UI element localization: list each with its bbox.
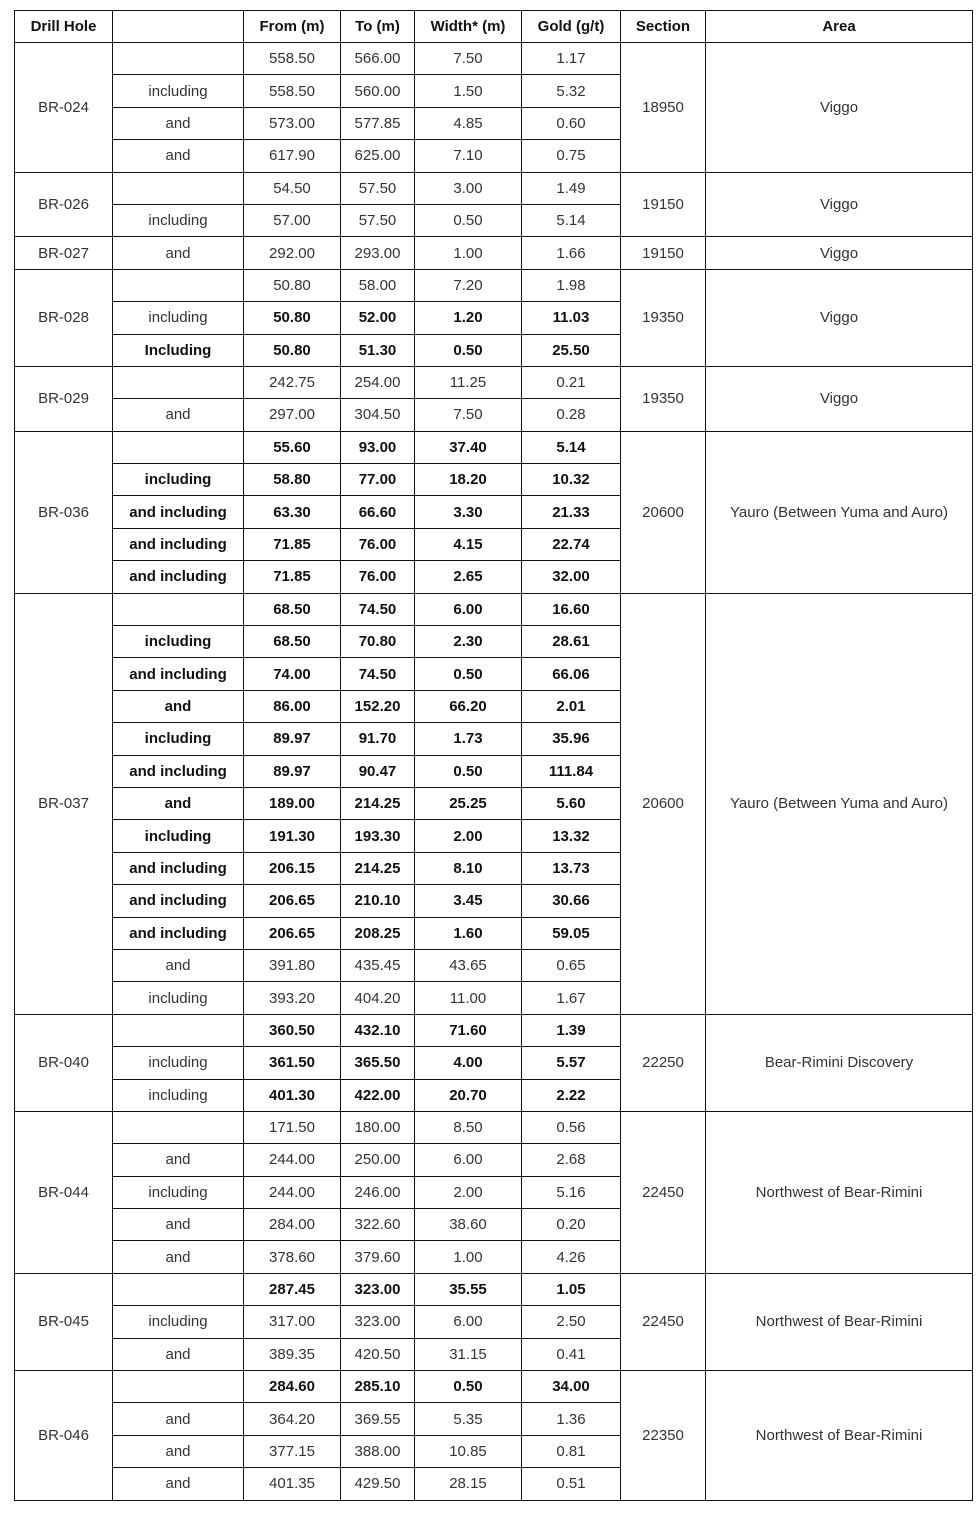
section-cell: 18950 <box>621 43 706 173</box>
from-cell: 206.65 <box>244 885 341 917</box>
qualifier-cell: and including <box>113 561 244 593</box>
drill-results-table <box>14 10 973 1501</box>
qualifier-cell: including <box>113 464 244 496</box>
area-cell: Northwest of Bear-Rimini <box>706 1371 973 1501</box>
qualifier-cell: and <box>113 949 244 981</box>
table-row <box>15 269 973 301</box>
qualifier-cell <box>113 1014 244 1046</box>
from-cell: 55.60 <box>244 431 341 463</box>
qualifier-cell: and including <box>113 885 244 917</box>
width-cell: 11.25 <box>415 366 522 398</box>
gold-cell: 111.84 <box>522 755 621 787</box>
gold-cell: 66.06 <box>522 658 621 690</box>
qualifier-cell: and <box>113 1468 244 1500</box>
gold-cell: 4.26 <box>522 1241 621 1273</box>
width-cell: 2.00 <box>415 820 522 852</box>
gold-cell: 34.00 <box>522 1371 621 1403</box>
area-cell: Viggo <box>706 366 973 431</box>
qualifier-cell: and <box>113 140 244 172</box>
to-cell: 76.00 <box>341 528 415 560</box>
table-row <box>15 1111 973 1143</box>
width-cell: 43.65 <box>415 949 522 981</box>
from-cell: 389.35 <box>244 1338 341 1370</box>
to-cell: 404.20 <box>341 982 415 1014</box>
to-cell: 214.25 <box>341 787 415 819</box>
width-cell: 7.20 <box>415 269 522 301</box>
to-cell: 74.50 <box>341 593 415 625</box>
width-cell: 3.45 <box>415 885 522 917</box>
section-cell: 22250 <box>621 1014 706 1111</box>
to-cell: 58.00 <box>341 269 415 301</box>
area-cell: Viggo <box>706 237 973 269</box>
width-cell: 28.15 <box>415 1468 522 1500</box>
gold-cell: 1.98 <box>522 269 621 301</box>
header-area: Area <box>706 11 973 43</box>
width-cell: 20.70 <box>415 1079 522 1111</box>
to-cell: 254.00 <box>341 366 415 398</box>
width-cell: 66.20 <box>415 690 522 722</box>
qualifier-cell <box>113 172 244 204</box>
gold-cell: 59.05 <box>522 917 621 949</box>
from-cell: 558.50 <box>244 75 341 107</box>
to-cell: 379.60 <box>341 1241 415 1273</box>
qualifier-cell: and <box>113 1338 244 1370</box>
from-cell: 391.80 <box>244 949 341 981</box>
header-gold: Gold (g/t) <box>522 11 621 43</box>
gold-cell: 16.60 <box>522 593 621 625</box>
qualifier-cell: including <box>113 1306 244 1338</box>
to-cell: 57.50 <box>341 204 415 236</box>
gold-cell: 28.61 <box>522 626 621 658</box>
qualifier-cell: and <box>113 1403 244 1435</box>
qualifier-cell: and including <box>113 658 244 690</box>
width-cell: 0.50 <box>415 204 522 236</box>
gold-cell: 0.41 <box>522 1338 621 1370</box>
to-cell: 250.00 <box>341 1144 415 1176</box>
drill-hole-cell: BR-036 <box>15 431 113 593</box>
area-cell: Northwest of Bear-Rimini <box>706 1273 973 1370</box>
area-cell: Bear-Rimini Discovery <box>706 1014 973 1111</box>
to-cell: 208.25 <box>341 917 415 949</box>
from-cell: 617.90 <box>244 140 341 172</box>
from-cell: 393.20 <box>244 982 341 1014</box>
gold-cell: 13.73 <box>522 852 621 884</box>
to-cell: 323.00 <box>341 1306 415 1338</box>
width-cell: 0.50 <box>415 658 522 690</box>
to-cell: 322.60 <box>341 1209 415 1241</box>
width-cell: 1.00 <box>415 237 522 269</box>
gold-cell: 5.60 <box>522 787 621 819</box>
drill-hole-cell: BR-028 <box>15 269 113 366</box>
to-cell: 577.85 <box>341 107 415 139</box>
area-cell: Viggo <box>706 43 973 173</box>
from-cell: 191.30 <box>244 820 341 852</box>
qualifier-cell: and including <box>113 917 244 949</box>
to-cell: 420.50 <box>341 1338 415 1370</box>
width-cell: 1.00 <box>415 1241 522 1273</box>
to-cell: 70.80 <box>341 626 415 658</box>
from-cell: 50.80 <box>244 302 341 334</box>
qualifier-cell: including <box>113 626 244 658</box>
gold-cell: 1.36 <box>522 1403 621 1435</box>
from-cell: 361.50 <box>244 1047 341 1079</box>
gold-cell: 25.50 <box>522 334 621 366</box>
section-cell: 22350 <box>621 1371 706 1501</box>
qualifier-cell: and <box>113 690 244 722</box>
section-cell: 19350 <box>621 366 706 431</box>
to-cell: 566.00 <box>341 43 415 75</box>
to-cell: 77.00 <box>341 464 415 496</box>
to-cell: 369.55 <box>341 1403 415 1435</box>
qualifier-cell <box>113 1371 244 1403</box>
section-cell: 19150 <box>621 237 706 269</box>
gold-cell: 32.00 <box>522 561 621 593</box>
header-drill-hole: Drill Hole <box>15 11 113 43</box>
from-cell: 297.00 <box>244 399 341 431</box>
gold-cell: 5.16 <box>522 1176 621 1208</box>
header-width: Width* (m) <box>415 11 522 43</box>
gold-cell: 0.56 <box>522 1111 621 1143</box>
section-cell: 19350 <box>621 269 706 366</box>
drill-hole-cell: BR-044 <box>15 1111 113 1273</box>
from-cell: 242.75 <box>244 366 341 398</box>
to-cell: 90.47 <box>341 755 415 787</box>
gold-cell: 0.21 <box>522 366 621 398</box>
gold-cell: 0.28 <box>522 399 621 431</box>
from-cell: 573.00 <box>244 107 341 139</box>
from-cell: 71.85 <box>244 528 341 560</box>
qualifier-cell: and including <box>113 852 244 884</box>
from-cell: 57.00 <box>244 204 341 236</box>
gold-cell: 1.39 <box>522 1014 621 1046</box>
qualifier-cell: and <box>113 107 244 139</box>
from-cell: 364.20 <box>244 1403 341 1435</box>
to-cell: 66.60 <box>341 496 415 528</box>
width-cell: 7.50 <box>415 399 522 431</box>
from-cell: 292.00 <box>244 237 341 269</box>
qualifier-cell <box>113 1111 244 1143</box>
to-cell: 388.00 <box>341 1435 415 1467</box>
qualifier-cell: including <box>113 204 244 236</box>
qualifier-cell <box>113 1273 244 1305</box>
width-cell: 11.00 <box>415 982 522 1014</box>
width-cell: 6.00 <box>415 1144 522 1176</box>
width-cell: 35.55 <box>415 1273 522 1305</box>
qualifier-cell: and <box>113 1144 244 1176</box>
to-cell: 429.50 <box>341 1468 415 1500</box>
gold-cell: 5.32 <box>522 75 621 107</box>
width-cell: 0.50 <box>415 1371 522 1403</box>
gold-cell: 1.66 <box>522 237 621 269</box>
drill-hole-cell: BR-024 <box>15 43 113 173</box>
drill-hole-cell: BR-029 <box>15 366 113 431</box>
table-row <box>15 172 973 204</box>
qualifier-cell: including <box>113 302 244 334</box>
from-cell: 377.15 <box>244 1435 341 1467</box>
width-cell: 71.60 <box>415 1014 522 1046</box>
qualifier-cell: and <box>113 237 244 269</box>
from-cell: 284.00 <box>244 1209 341 1241</box>
qualifier-cell <box>113 366 244 398</box>
table-row <box>15 1273 973 1305</box>
width-cell: 6.00 <box>415 1306 522 1338</box>
gold-cell: 13.32 <box>522 820 621 852</box>
from-cell: 378.60 <box>244 1241 341 1273</box>
from-cell: 317.00 <box>244 1306 341 1338</box>
width-cell: 10.85 <box>415 1435 522 1467</box>
width-cell: 2.65 <box>415 561 522 593</box>
header-section: Section <box>621 11 706 43</box>
from-cell: 68.50 <box>244 626 341 658</box>
width-cell: 4.85 <box>415 107 522 139</box>
qualifier-cell: and <box>113 787 244 819</box>
width-cell: 0.50 <box>415 334 522 366</box>
table-row <box>15 593 973 625</box>
from-cell: 50.80 <box>244 334 341 366</box>
drill-hole-cell: BR-046 <box>15 1371 113 1501</box>
area-cell: Viggo <box>706 172 973 237</box>
gold-cell: 0.75 <box>522 140 621 172</box>
gold-cell: 10.32 <box>522 464 621 496</box>
table-row <box>15 1371 973 1403</box>
gold-cell: 0.60 <box>522 107 621 139</box>
width-cell: 6.00 <box>415 593 522 625</box>
drill-hole-cell: BR-037 <box>15 593 113 1014</box>
width-cell: 4.15 <box>415 528 522 560</box>
width-cell: 25.25 <box>415 787 522 819</box>
from-cell: 54.50 <box>244 172 341 204</box>
width-cell: 2.00 <box>415 1176 522 1208</box>
to-cell: 193.30 <box>341 820 415 852</box>
width-cell: 1.60 <box>415 917 522 949</box>
width-cell: 1.50 <box>415 75 522 107</box>
from-cell: 360.50 <box>244 1014 341 1046</box>
gold-cell: 5.57 <box>522 1047 621 1079</box>
gold-cell: 2.22 <box>522 1079 621 1111</box>
section-cell: 20600 <box>621 431 706 593</box>
table-row <box>15 43 973 75</box>
from-cell: 401.30 <box>244 1079 341 1111</box>
from-cell: 71.85 <box>244 561 341 593</box>
table-row <box>15 237 973 269</box>
to-cell: 432.10 <box>341 1014 415 1046</box>
table-row <box>15 1014 973 1046</box>
from-cell: 63.30 <box>244 496 341 528</box>
drill-hole-cell: BR-045 <box>15 1273 113 1370</box>
header-row <box>15 11 973 43</box>
to-cell: 51.30 <box>341 334 415 366</box>
qualifier-cell <box>113 269 244 301</box>
width-cell: 7.50 <box>415 43 522 75</box>
gold-cell: 0.20 <box>522 1209 621 1241</box>
table-body <box>15 43 973 1501</box>
from-cell: 287.45 <box>244 1273 341 1305</box>
qualifier-cell: Including <box>113 334 244 366</box>
to-cell: 422.00 <box>341 1079 415 1111</box>
drill-hole-cell: BR-026 <box>15 172 113 237</box>
area-cell: Northwest of Bear-Rimini <box>706 1111 973 1273</box>
to-cell: 210.10 <box>341 885 415 917</box>
width-cell: 38.60 <box>415 1209 522 1241</box>
drill-hole-cell: BR-040 <box>15 1014 113 1111</box>
table-row <box>15 431 973 463</box>
gold-cell: 0.65 <box>522 949 621 981</box>
section-cell: 22450 <box>621 1273 706 1370</box>
gold-cell: 21.33 <box>522 496 621 528</box>
width-cell: 18.20 <box>415 464 522 496</box>
table-header <box>15 11 973 43</box>
width-cell: 2.30 <box>415 626 522 658</box>
to-cell: 57.50 <box>341 172 415 204</box>
width-cell: 37.40 <box>415 431 522 463</box>
gold-cell: 2.01 <box>522 690 621 722</box>
qualifier-cell: including <box>113 723 244 755</box>
from-cell: 58.80 <box>244 464 341 496</box>
section-cell: 19150 <box>621 172 706 237</box>
gold-cell: 1.49 <box>522 172 621 204</box>
width-cell: 1.20 <box>415 302 522 334</box>
from-cell: 86.00 <box>244 690 341 722</box>
to-cell: 91.70 <box>341 723 415 755</box>
to-cell: 285.10 <box>341 1371 415 1403</box>
area-cell: Yauro (Between Yuma and Auro) <box>706 593 973 1014</box>
to-cell: 214.25 <box>341 852 415 884</box>
width-cell: 31.15 <box>415 1338 522 1370</box>
width-cell: 3.30 <box>415 496 522 528</box>
from-cell: 171.50 <box>244 1111 341 1143</box>
qualifier-cell: including <box>113 982 244 1014</box>
qualifier-cell: including <box>113 820 244 852</box>
to-cell: 560.00 <box>341 75 415 107</box>
to-cell: 323.00 <box>341 1273 415 1305</box>
qualifier-cell: and <box>113 1241 244 1273</box>
qualifier-cell <box>113 43 244 75</box>
gold-cell: 5.14 <box>522 204 621 236</box>
qualifier-cell: and <box>113 1435 244 1467</box>
from-cell: 89.97 <box>244 723 341 755</box>
gold-cell: 5.14 <box>522 431 621 463</box>
width-cell: 8.50 <box>415 1111 522 1143</box>
to-cell: 76.00 <box>341 561 415 593</box>
gold-cell: 1.67 <box>522 982 621 1014</box>
qualifier-cell: including <box>113 1176 244 1208</box>
section-cell: 20600 <box>621 593 706 1014</box>
gold-cell: 0.81 <box>522 1435 621 1467</box>
to-cell: 293.00 <box>341 237 415 269</box>
gold-cell: 35.96 <box>522 723 621 755</box>
qualifier-cell: and including <box>113 528 244 560</box>
width-cell: 7.10 <box>415 140 522 172</box>
width-cell: 3.00 <box>415 172 522 204</box>
from-cell: 401.35 <box>244 1468 341 1500</box>
from-cell: 558.50 <box>244 43 341 75</box>
gold-cell: 11.03 <box>522 302 621 334</box>
qualifier-cell: and including <box>113 496 244 528</box>
gold-cell: 0.51 <box>522 1468 621 1500</box>
to-cell: 246.00 <box>341 1176 415 1208</box>
from-cell: 50.80 <box>244 269 341 301</box>
gold-cell: 2.68 <box>522 1144 621 1176</box>
width-cell: 0.50 <box>415 755 522 787</box>
gold-cell: 1.17 <box>522 43 621 75</box>
gold-cell: 2.50 <box>522 1306 621 1338</box>
gold-cell: 22.74 <box>522 528 621 560</box>
from-cell: 68.50 <box>244 593 341 625</box>
from-cell: 89.97 <box>244 755 341 787</box>
qualifier-cell: and <box>113 1209 244 1241</box>
header-to: To (m) <box>341 11 415 43</box>
from-cell: 244.00 <box>244 1144 341 1176</box>
drill-hole-cell: BR-027 <box>15 237 113 269</box>
gold-cell: 30.66 <box>522 885 621 917</box>
from-cell: 206.65 <box>244 917 341 949</box>
to-cell: 93.00 <box>341 431 415 463</box>
to-cell: 625.00 <box>341 140 415 172</box>
to-cell: 52.00 <box>341 302 415 334</box>
qualifier-cell: including <box>113 75 244 107</box>
gold-cell: 1.05 <box>522 1273 621 1305</box>
table-row <box>15 366 973 398</box>
from-cell: 74.00 <box>244 658 341 690</box>
from-cell: 284.60 <box>244 1371 341 1403</box>
qualifier-cell: and <box>113 399 244 431</box>
from-cell: 206.15 <box>244 852 341 884</box>
to-cell: 74.50 <box>341 658 415 690</box>
area-cell: Viggo <box>706 269 973 366</box>
to-cell: 304.50 <box>341 399 415 431</box>
to-cell: 435.45 <box>341 949 415 981</box>
qualifier-cell <box>113 593 244 625</box>
from-cell: 189.00 <box>244 787 341 819</box>
qualifier-cell: including <box>113 1047 244 1079</box>
width-cell: 1.73 <box>415 723 522 755</box>
width-cell: 4.00 <box>415 1047 522 1079</box>
to-cell: 152.20 <box>341 690 415 722</box>
section-cell: 22450 <box>621 1111 706 1273</box>
from-cell: 244.00 <box>244 1176 341 1208</box>
qualifier-cell: including <box>113 1079 244 1111</box>
header-qualifier <box>113 11 244 43</box>
qualifier-cell: and including <box>113 755 244 787</box>
qualifier-cell <box>113 431 244 463</box>
header-from: From (m) <box>244 11 341 43</box>
width-cell: 8.10 <box>415 852 522 884</box>
to-cell: 180.00 <box>341 1111 415 1143</box>
to-cell: 365.50 <box>341 1047 415 1079</box>
width-cell: 5.35 <box>415 1403 522 1435</box>
area-cell: Yauro (Between Yuma and Auro) <box>706 431 973 593</box>
